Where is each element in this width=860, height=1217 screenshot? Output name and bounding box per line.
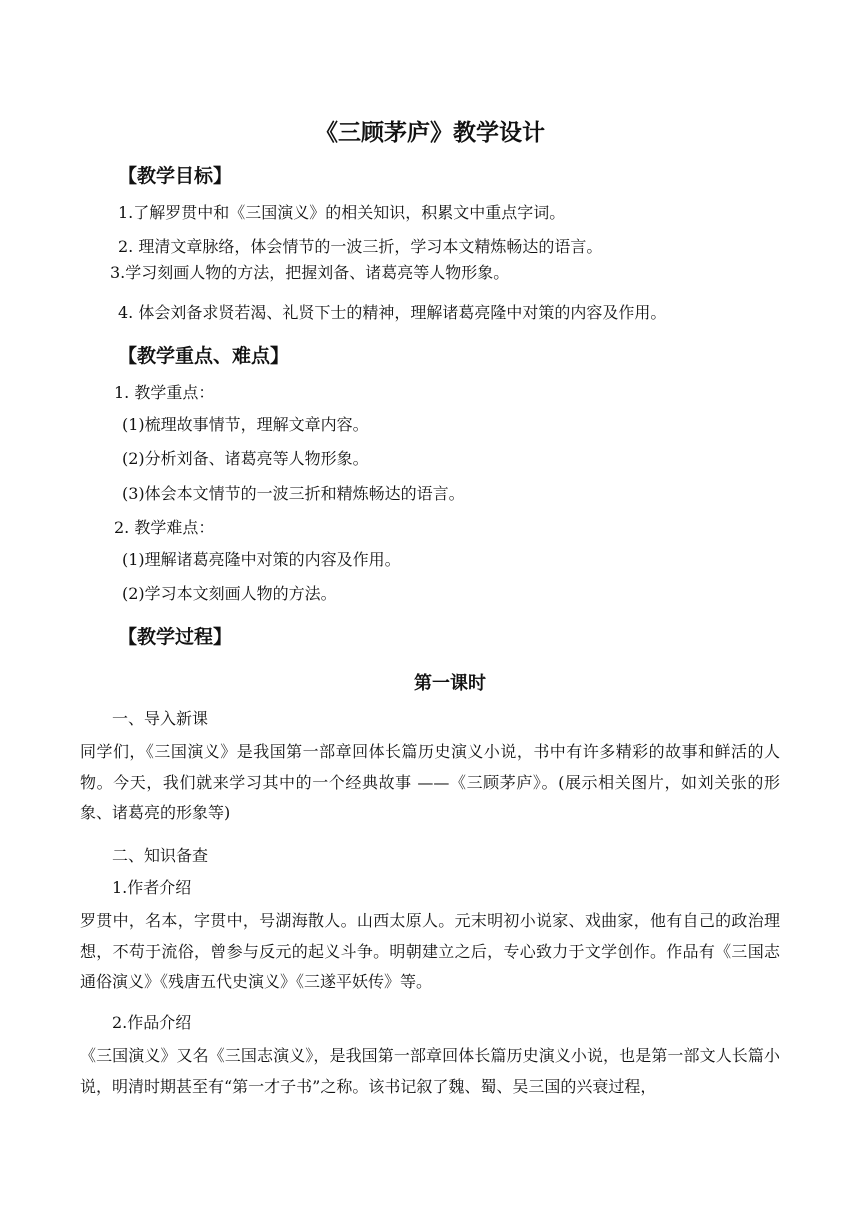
focus-item-2: (2)分析刘备、诸葛亮等人物形象。 [122, 449, 369, 468]
document-title: 《三顾茅庐》教学设计 [315, 120, 545, 146]
objectives-heading: 【教学目标】 [118, 165, 233, 187]
author-heading: 1.作者介绍 [112, 878, 192, 897]
work-heading: 2.作品介绍 [112, 1013, 192, 1032]
knowledge-heading: 二、知识备查 [112, 846, 209, 865]
objective-item-2: 2. 理清文章脉络，体会情节的一波三折，学习本文精炼畅达的语言。 [118, 237, 603, 256]
objective-item-1: 1.了解罗贯中和《三国演义》的相关知识，积累文中重点字词。 [118, 203, 566, 222]
focus-item-1: (1)梳理故事情节，理解文章内容。 [122, 415, 369, 434]
process-heading: 【教学过程】 [118, 626, 233, 648]
difficulty-item-1: (1)理解诸葛亮隆中对策的内容及作用。 [122, 550, 401, 569]
focus-label: 1. 教学重点： [114, 383, 215, 402]
focus-item-3: (3)体会本文情节的一波三折和精炼畅达的语言。 [122, 484, 465, 503]
objective-item-4: 4. 体会刘备求贤若渴、礼贤下士的精神，理解诸葛亮隆中对策的内容及作用。 [118, 303, 667, 322]
intro-heading: 一、导入新课 [112, 709, 209, 728]
work-paragraph: 《三国演义》又名《三国志演义》，是我国第一部章回体长篇历史演义小说，也是第一部文人长篇小说，明清时期甚至有“第一才子书”之称。该书记叙了魏、蜀、吴三国的兴衰过程， [80, 1046, 780, 1096]
objective-item-3: 3.学习刻画人物的方法，把握刘备、诸葛亮等人物形象。 [110, 263, 510, 282]
lesson-title: 第一课时 [414, 673, 486, 694]
difficulty-label: 2. 教学难点： [114, 518, 215, 537]
author-paragraph: 罗贯中，名本，字贯中，号湖海散人。山西太原人。元末明初小说家、戏曲家，他有自己的政治理想，不苟于流俗，曾参与反元的起义斗争。明朝建立之后，专心致力于文学创作。作品有《三国志通俗演义》《残唐五代史演义》《三遂平妖传》等。 [80, 911, 780, 991]
key-points-heading: 【教学重点、难点】 [118, 345, 290, 367]
intro-paragraph: 同学们，《三国演义》是我国第一部章回体长篇历史演义小说，书中有许多精彩的故事和鲜活的人物。今天，我们就来学习其中的一个经典故事 ——《三顾茅庐》。(展示相关图片，如刘关张的形象、诸葛亮的形象等) [80, 742, 780, 822]
difficulty-item-2: (2)学习本文刻画人物的方法。 [122, 584, 337, 603]
